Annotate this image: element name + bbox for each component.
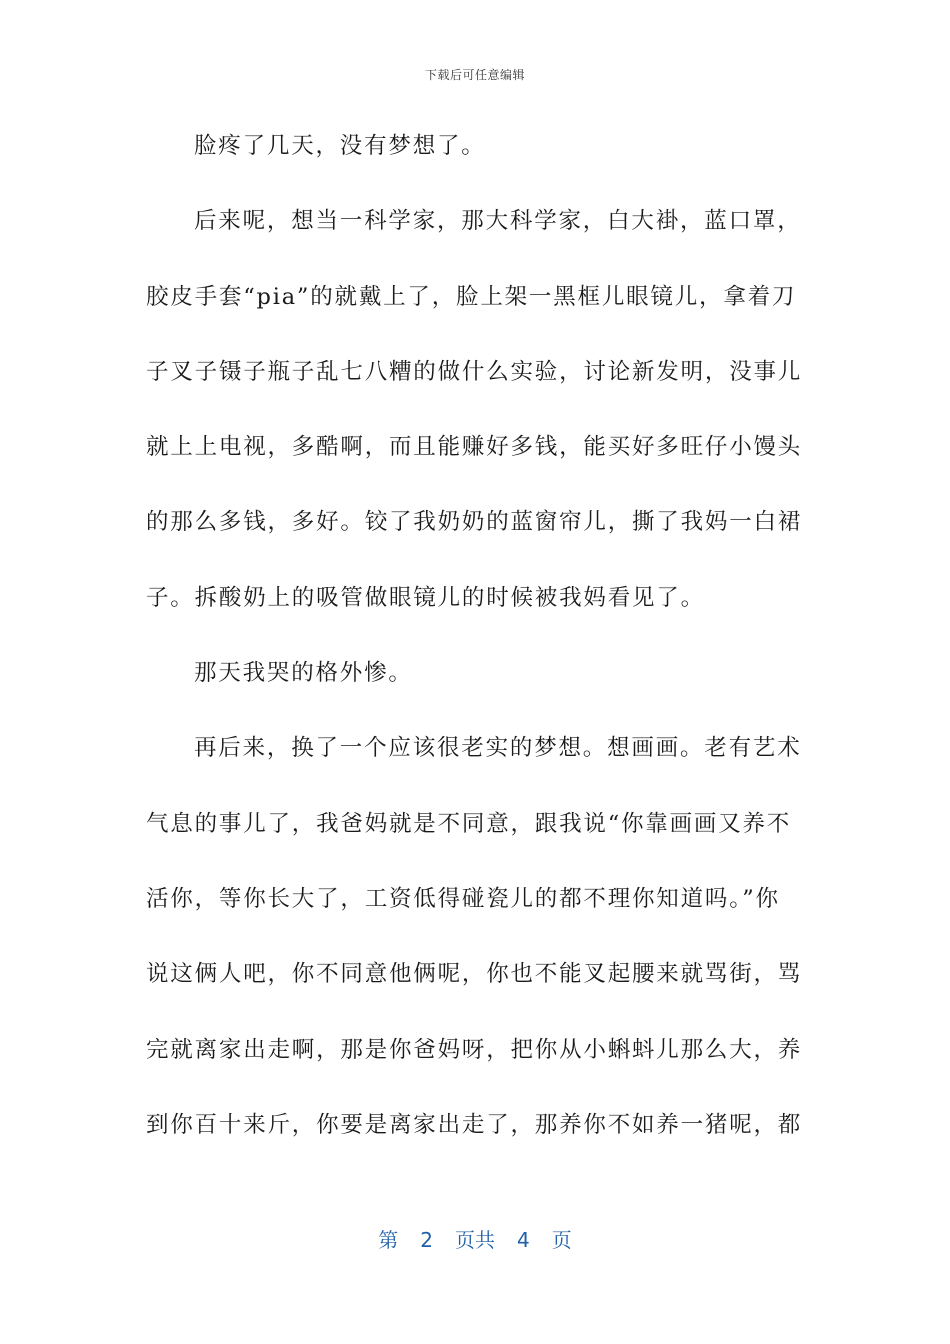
footer-label-end: 页 [551, 1228, 572, 1252]
paragraph-line: 说这俩人吧，你不同意他俩呢，你也不能叉起腰来就骂街，骂 [146, 961, 803, 988]
footer-label-page: 第 [378, 1228, 399, 1252]
paragraph-line: 脸疼了几天，没有梦想了。 [194, 133, 486, 159]
paragraph-line: 再后来，换了一个应该很老实的梦想。想画画。老有艺术 [194, 735, 802, 762]
paragraph-line: 活你，等你长大了，工资低得碰瓷儿的都不理你知道吗。”你 [146, 885, 780, 912]
paragraph-line: 气息的事儿了，我爸妈就是不同意，跟我说“你靠画画又养不 [146, 810, 792, 837]
header-note: 下载后可任意编辑 [424, 68, 525, 82]
paragraph-line: 子叉子镊子瓶子乱七八糟的做什么实验，讨论新发明，没事儿 [146, 358, 803, 385]
footer-current-page: 2 [420, 1228, 433, 1252]
paragraph-line: 那天我哭的格外惨。 [194, 660, 413, 687]
paragraph-line: 子。拆酸奶上的吸管做眼镜儿的时候被我妈看见了。 [146, 584, 705, 611]
page-footer [0, 1224, 950, 1253]
footer-total-pages: 4 [517, 1228, 530, 1252]
body-text [146, 126, 806, 1180]
paragraph-line: 到你百十来斤，你要是离家出走了，那养你不如养一猪呢，都 [146, 1111, 803, 1138]
paragraph-line: 胶皮手套“pia”的就戴上了，脸上架一黑框儿眼镜儿，拿着刀 [146, 283, 797, 310]
paragraph-line: 后来呢，想当一科学家，那大科学家，白大褂，蓝口罩， [194, 208, 802, 235]
paragraph-line: 完就离家出走啊，那是你爸妈呀，把你从小蝌蚪儿那么大，养 [146, 1036, 803, 1063]
paragraph-line: 就上上电视，多酷啊，而且能赚好多钱，能买好多旺仔小馒头 [146, 434, 803, 461]
footer-label-of: 页共 [455, 1228, 495, 1252]
paragraph-line: 的那么多钱，多好。铰了我奶奶的蓝窗帘儿，撕了我妈一白裙 [146, 509, 803, 536]
